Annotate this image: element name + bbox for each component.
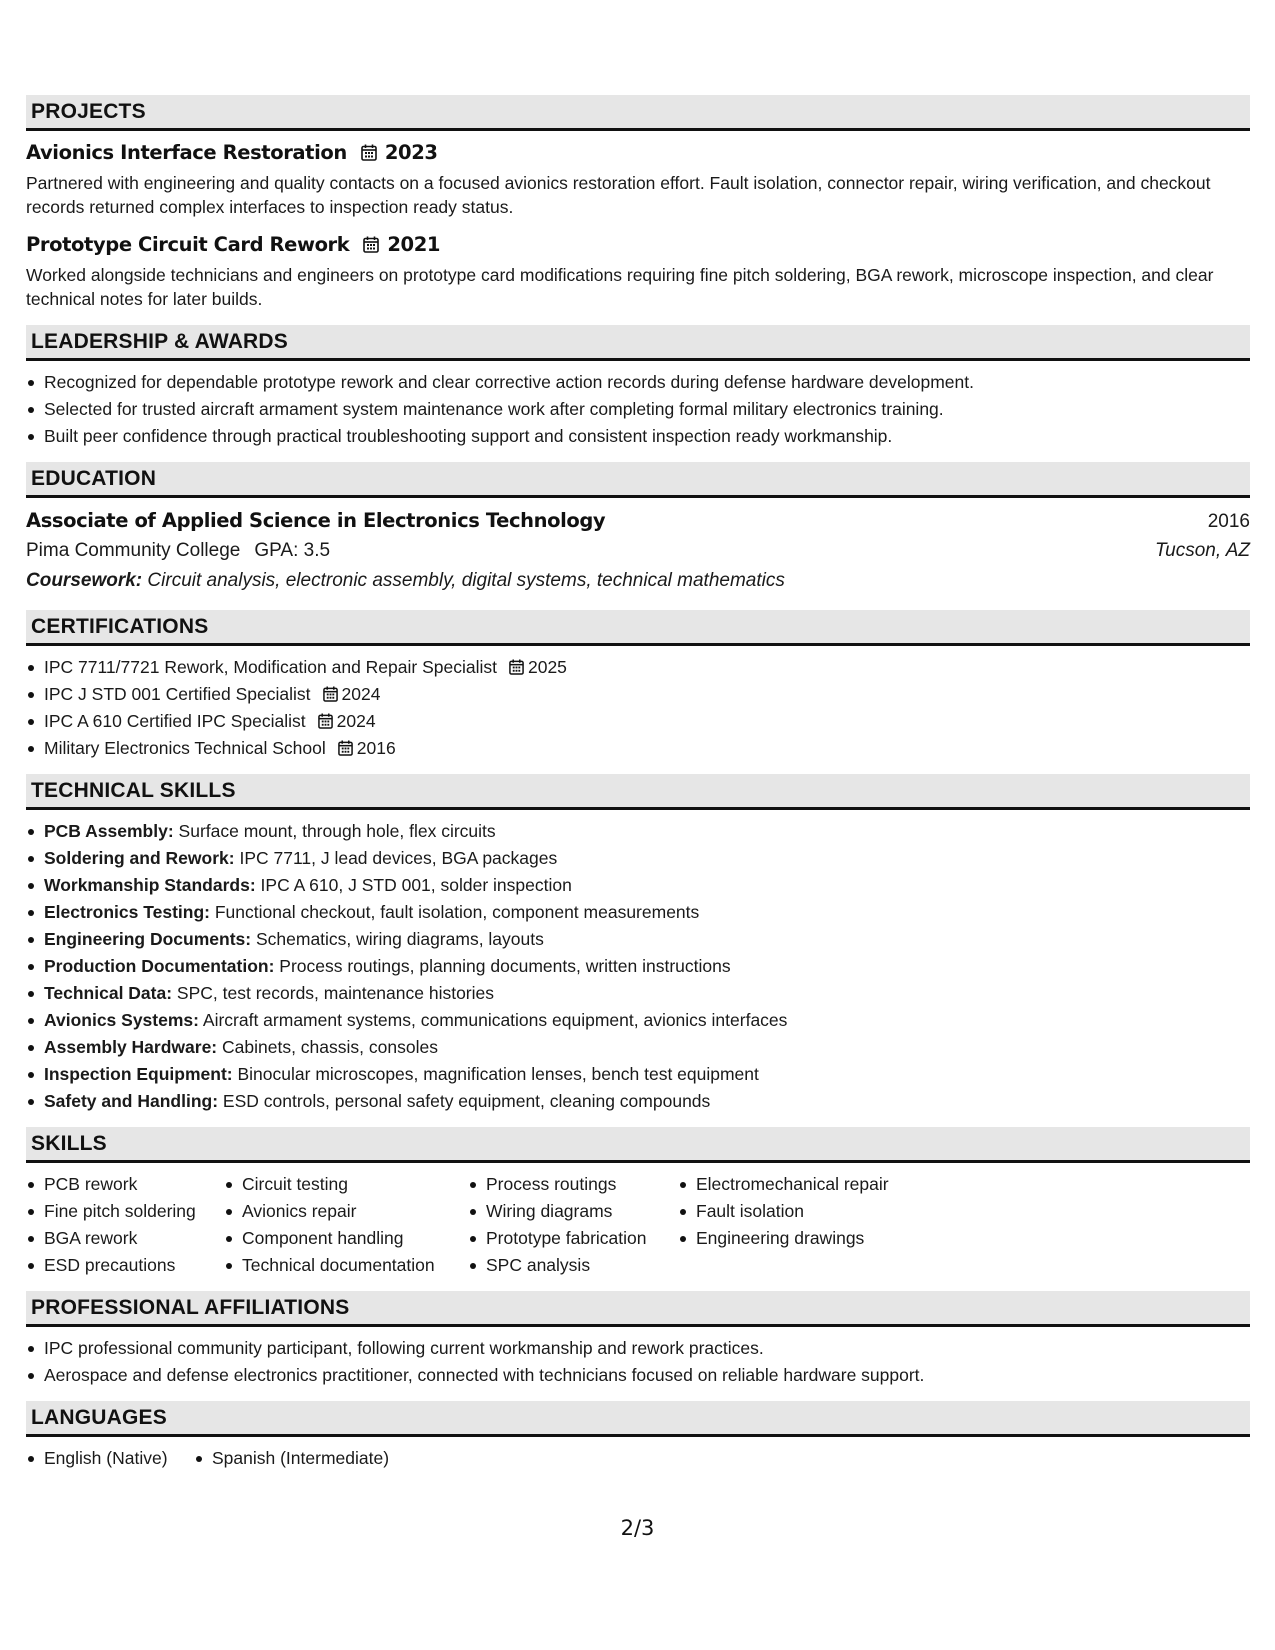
list-item: Process routings — [468, 1171, 678, 1198]
list-item: Wiring diagrams — [468, 1198, 678, 1225]
coursework-label: Coursework: — [26, 570, 143, 591]
list-item: Circuit testing — [224, 1171, 468, 1198]
project-title-row — [26, 233, 1250, 256]
calendar-icon — [363, 236, 379, 253]
skills-column — [224, 1171, 468, 1279]
list-item: ESD precautions — [26, 1252, 224, 1279]
list-item: Spanish (Intermediate) — [194, 1445, 389, 1472]
section-heading-affiliations: PROFESSIONAL AFFILIATIONS — [26, 1291, 1250, 1327]
languages-list — [26, 1445, 1250, 1472]
list-item — [26, 1007, 1250, 1034]
list-item — [26, 1088, 1250, 1115]
list-item: Electromechanical repair — [678, 1171, 938, 1198]
list-item: IPC professional community participant, following current workmanship and rework practices. — [26, 1335, 1250, 1362]
certification-year: 2016 — [356, 738, 396, 758]
language-column — [194, 1445, 389, 1472]
certification-name: IPC 7711/7721 Rework, Modification and Repair Specialist — [44, 657, 497, 677]
skill-label: Technical Data: — [44, 983, 173, 1003]
certifications-list — [26, 654, 1250, 762]
list-item: Prototype fabrication — [468, 1225, 678, 1252]
list-item — [26, 899, 1250, 926]
list-item: Selected for trusted aircraft armament system maintenance work after completing formal military electronics training. — [26, 396, 1250, 423]
skill-value: Process routings, planning documents, written instructions — [279, 956, 731, 976]
list-item: Aerospace and defense electronics practitioner, connected with technicians focused on reliable hardware support. — [26, 1362, 1250, 1389]
project-title: Avionics Interface Restoration — [26, 141, 347, 164]
certification-year: 2025 — [527, 657, 567, 677]
school-name: Pima Community College — [26, 540, 241, 561]
skill-label: Production Documentation: — [44, 956, 275, 976]
skill-label: PCB Assembly: — [44, 821, 174, 841]
gpa: GPA: 3.5 — [254, 540, 331, 561]
degree: Associate of Applied Science in Electronics Technology — [26, 509, 606, 532]
project-description: Partnered with engineering and quality contacts on a focused avionics restoration effort. Fault isolation, connector repair, wiring verification, and checkout records returned complex interfaces to inspection ready status. — [26, 173, 1211, 217]
list-item — [26, 980, 1250, 1007]
graduation-year: 2016 — [1207, 511, 1250, 532]
list-item: SPC analysis — [468, 1252, 678, 1279]
skill-value: IPC A 610, J STD 001, solder inspection — [260, 875, 572, 895]
section-heading-education: EDUCATION — [26, 462, 1250, 498]
calendar-icon — [318, 713, 333, 729]
skill-value: Schematics, wiring diagrams, layouts — [255, 929, 544, 949]
skill-label: Inspection Equipment: — [44, 1064, 233, 1084]
skill-label: Electronics Testing: — [44, 902, 210, 922]
list-item: PCB rework — [26, 1171, 224, 1198]
list-item: Component handling — [224, 1225, 468, 1252]
project-title: Prototype Circuit Card Rework — [26, 233, 350, 256]
leadership-list — [26, 369, 1250, 450]
skill-label: Assembly Hardware: — [44, 1037, 218, 1057]
certification-year: 2024 — [336, 711, 376, 731]
list-item — [26, 872, 1250, 899]
skill-label: Avionics Systems: — [44, 1010, 199, 1030]
skill-value: Functional checkout, fault isolation, component measurements — [214, 902, 700, 922]
project-title-row — [26, 141, 1250, 164]
list-item — [26, 681, 1250, 708]
page-number: 2/3 — [620, 1516, 655, 1540]
language-column — [26, 1445, 194, 1472]
project-item — [26, 141, 1250, 219]
certification-name: IPC A 610 Certified IPC Specialist — [44, 711, 306, 731]
section-heading-projects: PROJECTS — [26, 95, 1250, 131]
calendar-icon — [338, 740, 353, 756]
project-description: Worked alongside technicians and engineers on prototype card modifications requiring fine pitch soldering, BGA rework, microscope inspection, and clear technical notes for later builds. — [26, 265, 1214, 309]
list-item: Fine pitch soldering — [26, 1198, 224, 1225]
list-item: Engineering drawings — [678, 1225, 938, 1252]
calendar-icon — [361, 144, 377, 161]
calendar-icon — [509, 659, 524, 675]
technical-skills-list — [26, 818, 1250, 1115]
skills-column — [26, 1171, 224, 1279]
school-line — [26, 536, 330, 566]
certification-name: IPC J STD 001 Certified Specialist — [44, 684, 311, 704]
list-item: Recognized for dependable prototype rework and clear corrective action records during defense hardware development. — [26, 369, 1250, 396]
section-heading-skills: SKILLS — [26, 1127, 1250, 1163]
coursework — [26, 566, 1250, 596]
school-location: Tucson, AZ — [1154, 540, 1250, 561]
list-item: Built peer confidence through practical troubleshooting support and consistent inspection ready workmanship. — [26, 423, 1250, 450]
skills-grid — [26, 1171, 1250, 1279]
resume-page — [26, 95, 1250, 1472]
list-item — [26, 953, 1250, 980]
calendar-icon — [323, 686, 338, 702]
education-entry — [26, 507, 1250, 596]
skill-value: Aircraft armament systems, communications equipment, avionics interfaces — [202, 1010, 788, 1030]
skill-value: Cabinets, chassis, consoles — [222, 1037, 438, 1057]
certification-name: Military Electronics Technical School — [44, 738, 326, 758]
list-item: BGA rework — [26, 1225, 224, 1252]
section-heading-leadership: LEADERSHIP & AWARDS — [26, 325, 1250, 361]
skill-value: Binocular microscopes, magnification lenses, bench test equipment — [237, 1064, 759, 1084]
list-item: English (Native) — [26, 1445, 194, 1472]
list-item — [26, 1034, 1250, 1061]
section-heading-certifications: CERTIFICATIONS — [26, 610, 1250, 646]
section-heading-technical-skills: TECHNICAL SKILLS — [26, 774, 1250, 810]
skills-column — [468, 1171, 678, 1279]
list-item — [26, 1061, 1250, 1088]
coursework-list: Circuit analysis, electronic assembly, digital systems, technical mathematics — [147, 570, 785, 591]
list-item: Avionics repair — [224, 1198, 468, 1225]
skill-label: Engineering Documents: — [44, 929, 252, 949]
skill-value: SPC, test records, maintenance histories — [176, 983, 495, 1003]
skill-value: ESD controls, personal safety equipment, cleaning compounds — [222, 1091, 711, 1111]
skill-label: Safety and Handling: — [44, 1091, 219, 1111]
skill-label: Workmanship Standards: — [44, 875, 256, 895]
list-item — [26, 708, 1250, 735]
skills-column — [678, 1171, 938, 1279]
list-item — [26, 735, 1250, 762]
list-item: Technical documentation — [224, 1252, 468, 1279]
list-item — [26, 845, 1250, 872]
list-item — [26, 926, 1250, 953]
list-item: Fault isolation — [678, 1198, 938, 1225]
skill-value: IPC 7711, J lead devices, BGA packages — [239, 848, 558, 868]
skill-label: Soldering and Rework: — [44, 848, 235, 868]
section-heading-languages: LANGUAGES — [26, 1401, 1250, 1437]
affiliations-list — [26, 1335, 1250, 1389]
certification-year: 2024 — [341, 684, 381, 704]
project-year: 2023 — [384, 141, 438, 164]
list-item — [26, 818, 1250, 845]
skill-value: Surface mount, through hole, flex circuits — [178, 821, 496, 841]
project-year: 2021 — [387, 233, 441, 256]
project-item — [26, 233, 1250, 311]
list-item — [26, 654, 1250, 681]
